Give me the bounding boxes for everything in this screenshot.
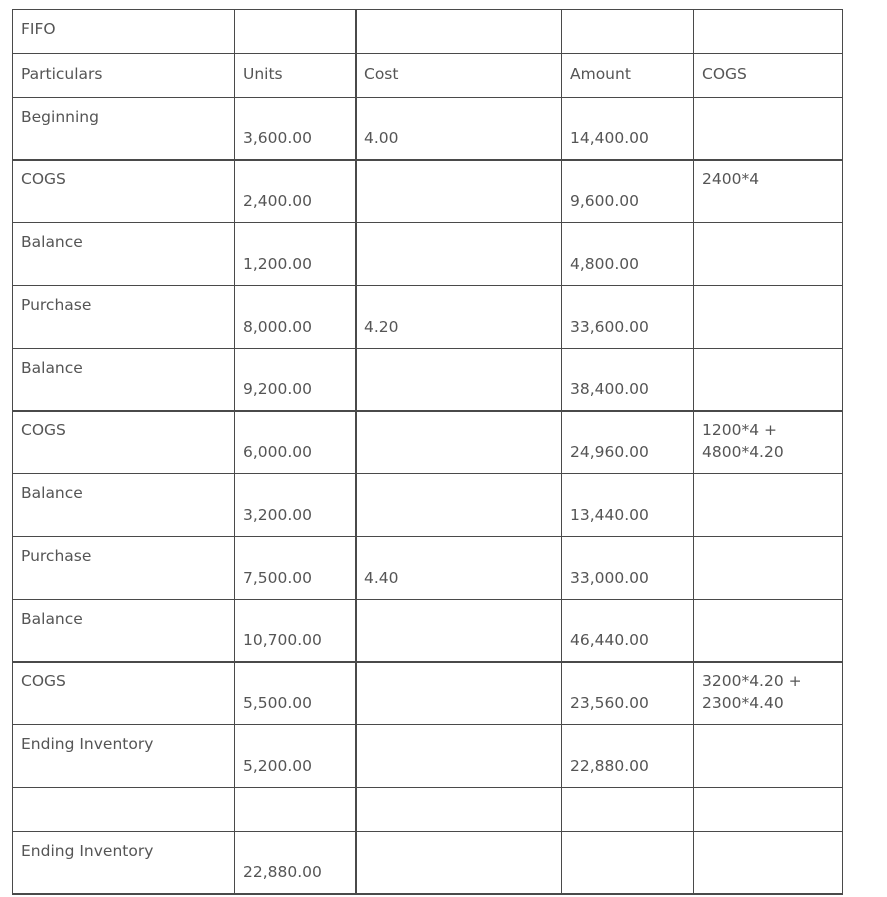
- cell-units: 5,500.00: [243, 694, 313, 712]
- row-divider: [12, 787, 842, 788]
- cell-amount: 13,440.00: [570, 506, 649, 524]
- cell-amount: 24,960.00: [570, 443, 649, 461]
- row-divider: [12, 724, 842, 725]
- cell-units: 5,200.00: [243, 757, 313, 775]
- cell-particulars: Beginning: [21, 108, 99, 126]
- cell-units: 9,200.00: [243, 380, 313, 398]
- row-divider: [12, 831, 842, 832]
- cell-amount: 9,600.00: [570, 192, 640, 210]
- cell-cost: 4.40: [364, 569, 399, 587]
- cell-amount: 23,560.00: [570, 694, 649, 712]
- row-divider: [12, 9, 842, 10]
- header-cost: Cost: [364, 65, 399, 83]
- cell-particulars: Balance: [21, 484, 83, 502]
- column-divider: [234, 9, 235, 895]
- row-divider: [12, 661, 842, 663]
- cell-units: 3,200.00: [243, 506, 313, 524]
- cell-amount: 33,600.00: [570, 318, 649, 336]
- cell-amount: 22,880.00: [570, 757, 649, 775]
- cell-particulars: Purchase: [21, 296, 92, 314]
- cell-particulars: COGS: [21, 672, 66, 690]
- row-divider: [12, 410, 842, 412]
- fifo-table: [12, 9, 842, 895]
- cell-cost: 4.20: [364, 318, 399, 336]
- row-divider: [12, 536, 842, 537]
- column-divider: [842, 9, 843, 895]
- column-divider: [355, 9, 357, 895]
- cell-amount: 4,800.00: [570, 255, 640, 273]
- cell-amount: 14,400.00: [570, 129, 649, 147]
- cell-cost: 4.00: [364, 129, 399, 147]
- cell-units: 8,000.00: [243, 318, 313, 336]
- title-cell: FIFO: [21, 20, 56, 38]
- cell-cogs: 2400*4: [702, 170, 760, 188]
- header-amount: Amount: [570, 65, 631, 83]
- row-divider: [12, 599, 842, 600]
- cell-cogs: 1200*4 + 4800*4.20: [702, 421, 784, 461]
- header-cogs: COGS: [702, 65, 747, 83]
- row-divider: [12, 222, 842, 223]
- cell-units: 22,880.00: [243, 863, 322, 881]
- row-divider: [12, 893, 842, 895]
- cell-particulars: Balance: [21, 233, 83, 251]
- cell-amount: 46,440.00: [570, 631, 649, 649]
- row-divider: [12, 285, 842, 286]
- header-particulars: Particulars: [21, 65, 103, 83]
- column-divider: [12, 9, 13, 895]
- cell-cogs: 3200*4.20 + 2300*4.40: [702, 672, 802, 712]
- column-divider: [561, 9, 562, 895]
- cell-units: 3,600.00: [243, 129, 313, 147]
- cell-particulars: COGS: [21, 421, 66, 439]
- cell-particulars: Balance: [21, 359, 83, 377]
- cell-units: 10,700.00: [243, 631, 322, 649]
- row-divider: [12, 473, 842, 474]
- row-divider: [12, 348, 842, 349]
- cell-particulars: Ending Inventory: [21, 842, 154, 860]
- cell-particulars: Ending Inventory: [21, 735, 154, 753]
- cell-particulars: COGS: [21, 170, 66, 188]
- cell-units: 6,000.00: [243, 443, 313, 461]
- row-divider: [12, 53, 842, 54]
- cell-particulars: Balance: [21, 610, 83, 628]
- cell-units: 7,500.00: [243, 569, 313, 587]
- row-divider: [12, 159, 842, 161]
- cell-amount: 38,400.00: [570, 380, 649, 398]
- cell-units: 2,400.00: [243, 192, 313, 210]
- cell-amount: 33,000.00: [570, 569, 649, 587]
- column-divider: [693, 9, 694, 895]
- cell-particulars: Purchase: [21, 547, 92, 565]
- cell-units: 1,200.00: [243, 255, 313, 273]
- header-units: Units: [243, 65, 283, 83]
- row-divider: [12, 97, 842, 98]
